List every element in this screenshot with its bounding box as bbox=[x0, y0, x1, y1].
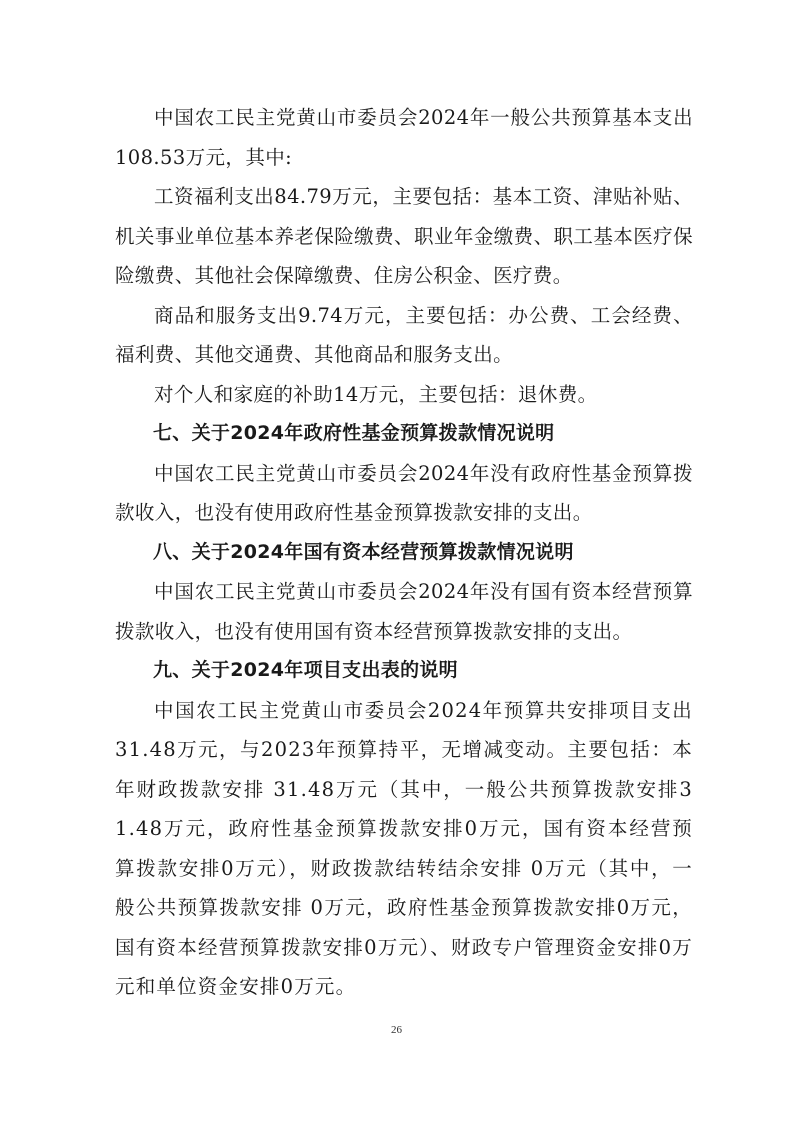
paragraph-wage-welfare-expenditure: 工资福利支出84.79万元，主要包括：基本工资、津贴补贴、机关事业单位基本养老保险缴费、职业年金缴费、职工基本医疗保险缴费、其他社会保障缴费、住房公积金、医疗费。 bbox=[115, 185, 693, 287]
paragraph-project-expenditure: 中国农工民主党黄山市委员会2024年预算共安排项目支出31.48万元，与2023年预算持平，无增减变动。主要包括：本年财政拨款安排 31.48万元（其中，一般公共预算拨款安排31.48万元，政府性基金预算拨款安排0万元，国有资本经营预算拨款安排0万元），财政拨款结转结余安排 0万元（其中，一般公共预算拨款安排 0万元，政府性基金预算拨款安排0万元，国有资本经营预算拨款安排0万元）、财政专户管理资金安排0万元和单位资金安排0万元。 bbox=[115, 698, 693, 998]
document-body bbox=[115, 98, 693, 1007]
paragraph-individual-household-subsidy: 对个人和家庭的补助14万元，主要包括：退休费。 bbox=[154, 382, 598, 406]
page-number: 26 bbox=[391, 1024, 402, 1036]
paragraph-goods-services-expenditure: 商品和服务支出9.74万元，主要包括：办公费、工会经费、福利费、其他交通费、其他商品和服务支出。 bbox=[115, 303, 693, 366]
section-heading-8: 八、关于2024年国有资本经营预算拨款情况说明 bbox=[153, 540, 574, 563]
paragraph-state-capital-budget: 中国农工民主党黄山市委员会2024年没有国有资本经营预算拨款收入，也没有使用国有资本经营预算拨款安排的支出。 bbox=[115, 580, 693, 643]
paragraph-government-fund-budget: 中国农工民主党黄山市委员会2024年没有政府性基金预算拨款收入，也没有使用政府性基金预算拨款安排的支出。 bbox=[115, 461, 693, 524]
section-heading-7: 七、关于2024年政府性基金预算拨款情况说明 bbox=[153, 422, 555, 444]
section-heading-9: 九、关于2024年项目支出表的说明 bbox=[153, 659, 458, 681]
paragraph-general-budget-basic-expenditure: 中国农工民主党黄山市委员会2024年一般公共预算基本支出108.53万元，其中: bbox=[115, 106, 693, 169]
